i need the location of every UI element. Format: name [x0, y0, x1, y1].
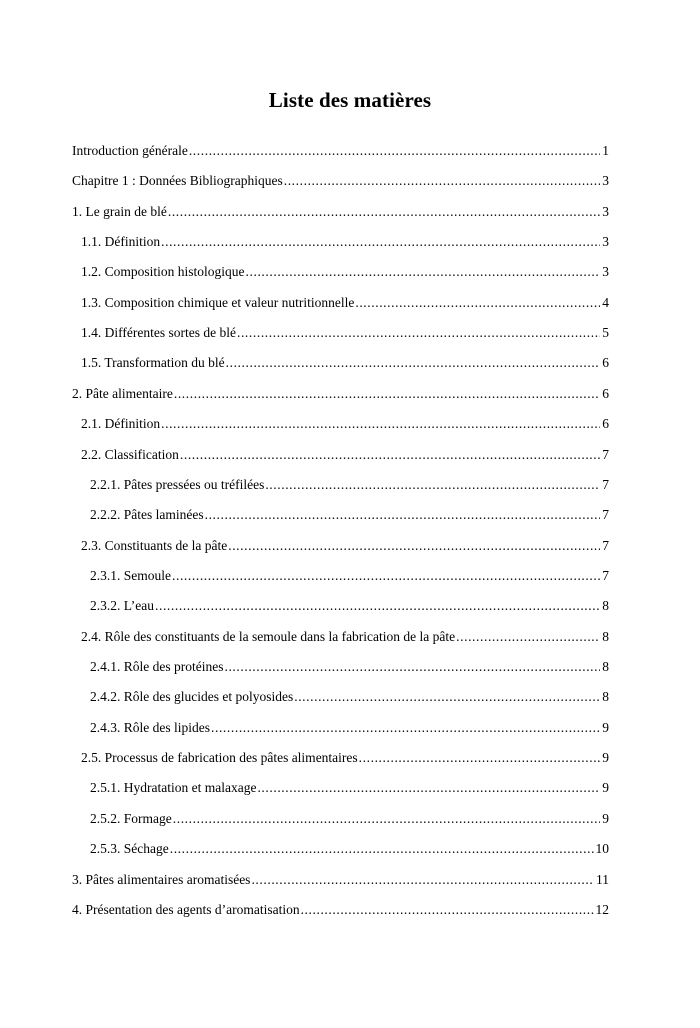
toc-entry[interactable] — [90, 689, 609, 709]
toc-entry-page: 7 — [602, 538, 609, 553]
dot-leader — [251, 872, 594, 888]
dot-leader — [161, 416, 600, 432]
dot-leader — [189, 143, 600, 159]
toc-entry[interactable] — [81, 750, 609, 770]
toc-entry[interactable] — [81, 264, 609, 284]
toc-entry[interactable] — [81, 447, 609, 467]
toc-entry-page: 8 — [602, 659, 609, 674]
dot-leader — [161, 234, 600, 250]
toc-entry-label: 3. Pâtes alimentaires aromatisées — [72, 872, 251, 887]
dot-leader — [173, 811, 601, 827]
toc-entry[interactable] — [72, 173, 609, 193]
toc-entry-page: 6 — [602, 416, 609, 431]
toc-entry[interactable] — [90, 780, 609, 800]
dot-leader — [155, 598, 600, 614]
toc-entry[interactable] — [90, 598, 609, 618]
toc-entry-page: 9 — [602, 720, 609, 735]
toc-entry-label: Chapitre 1 : Données Bibliographiques — [72, 173, 283, 188]
toc-entry[interactable] — [90, 477, 609, 497]
dot-leader — [301, 902, 594, 918]
toc-entry[interactable] — [81, 325, 609, 345]
dot-leader — [265, 477, 600, 493]
toc-title: Liste des matières — [268, 88, 432, 112]
toc-entry-page: 10 — [595, 841, 609, 856]
dot-leader — [180, 447, 600, 463]
toc-entry-label: 4. Présentation des agents d’aromatisation — [72, 902, 300, 917]
toc-entry-label: Introduction générale — [72, 143, 188, 158]
toc-entry-page: 3 — [602, 264, 609, 279]
toc-entry-page: 3 — [602, 173, 609, 188]
toc-entry-label: 2.5. Processus de fabrication des pâtes alimentaires — [81, 750, 358, 765]
dot-leader — [211, 720, 600, 736]
toc-entry-label: 2.2. Classification — [81, 447, 179, 462]
toc-entry-label: 2.4.1. Rôle des protéines — [90, 659, 224, 674]
toc-entry[interactable] — [81, 538, 609, 558]
toc-entry[interactable] — [72, 902, 609, 922]
toc-entry-page: 9 — [602, 780, 609, 795]
toc-entry[interactable] — [72, 872, 609, 892]
dot-leader — [294, 689, 600, 705]
toc-entry-page: 3 — [602, 234, 609, 249]
toc-entry-label: 2.5.2. Formage — [90, 811, 172, 826]
dot-leader — [174, 386, 600, 402]
dot-leader — [205, 507, 601, 523]
toc-entry-label: 2.2.2. Pâtes laminées — [90, 507, 204, 522]
toc-entry[interactable] — [81, 416, 609, 436]
dot-leader — [359, 750, 601, 766]
toc-entry-label: 1.3. Composition chimique et valeur nutritionnelle — [81, 295, 355, 310]
dot-leader — [168, 204, 600, 220]
toc-entry[interactable] — [90, 720, 609, 740]
toc-entry[interactable] — [90, 659, 609, 679]
toc-entry[interactable] — [72, 204, 609, 224]
toc-entry-page: 8 — [602, 689, 609, 704]
dot-leader — [226, 355, 601, 371]
toc-entry-label: 1.5. Transformation du blé — [81, 355, 225, 370]
toc-entry-page: 3 — [602, 204, 609, 219]
toc-entry-page: 6 — [602, 355, 609, 370]
toc-entry-page: 4 — [602, 295, 609, 310]
toc-entry-page: 11 — [596, 872, 609, 887]
dot-leader — [172, 568, 600, 584]
toc-entry-label: 2.3. Constituants de la pâte — [81, 538, 228, 553]
dot-leader — [237, 325, 600, 341]
toc-entry-page: 6 — [602, 386, 609, 401]
toc-entry-page: 7 — [602, 477, 609, 492]
toc-entry-page: 8 — [602, 629, 609, 644]
toc-entry-label: 2.4. Rôle des constituants de la semoule dans la fabrication de la pâte — [81, 629, 456, 644]
toc-entry-page: 12 — [595, 902, 609, 917]
toc-entry-page: 7 — [602, 447, 609, 462]
dot-leader — [456, 629, 600, 645]
toc-entry-label: 2.1. Définition — [81, 416, 161, 431]
toc-entry-label: 2.5.3. Séchage — [90, 841, 169, 856]
toc-entry[interactable] — [90, 507, 609, 527]
toc-entry[interactable] — [90, 568, 609, 588]
toc-entry-page: 7 — [602, 568, 609, 583]
dot-leader — [224, 659, 600, 675]
toc-entry-label: 2.3.2. L’eau — [90, 598, 154, 613]
toc-entry-page: 1 — [602, 143, 609, 158]
toc-entry-label: 1.2. Composition histologique — [81, 264, 245, 279]
toc-entry-label: 2.4.3. Rôle des lipides — [90, 720, 210, 735]
dot-leader — [284, 173, 601, 189]
dot-leader — [246, 264, 601, 280]
toc-entry-label: 2. Pâte alimentaire — [72, 386, 173, 401]
toc-entry-label: 2.2.1. Pâtes pressées ou tréfilées — [90, 477, 265, 492]
toc-entry-page: 5 — [602, 325, 609, 340]
dot-leader — [170, 841, 594, 857]
toc-entry-page: 9 — [602, 811, 609, 826]
toc-entry[interactable] — [90, 811, 609, 831]
toc-entry-label: 2.4.2. Rôle des glucides et polyosides — [90, 689, 294, 704]
toc-entry-label: 2.3.1. Semoule — [90, 568, 171, 583]
dot-leader — [257, 780, 600, 796]
toc-entry[interactable] — [81, 355, 609, 375]
toc-entry-label: 1.4. Différentes sortes de blé — [81, 325, 236, 340]
dot-leader — [228, 538, 600, 554]
toc-entry[interactable] — [81, 295, 609, 315]
toc-entry-page: 8 — [602, 598, 609, 613]
toc-entry[interactable] — [81, 234, 609, 254]
dot-leader — [355, 295, 600, 311]
toc-entry-page: 7 — [602, 507, 609, 522]
toc-entry[interactable] — [72, 143, 609, 163]
toc-entry[interactable] — [72, 386, 609, 406]
toc-entry-page: 9 — [602, 750, 609, 765]
toc-entry[interactable] — [90, 841, 609, 861]
toc-entry-label: 1.1. Définition — [81, 234, 161, 249]
toc-entry-label: 2.5.1. Hydratation et malaxage — [90, 780, 257, 795]
toc-entry-label: 1. Le grain de blé — [72, 204, 167, 219]
toc-entry[interactable] — [81, 629, 609, 649]
